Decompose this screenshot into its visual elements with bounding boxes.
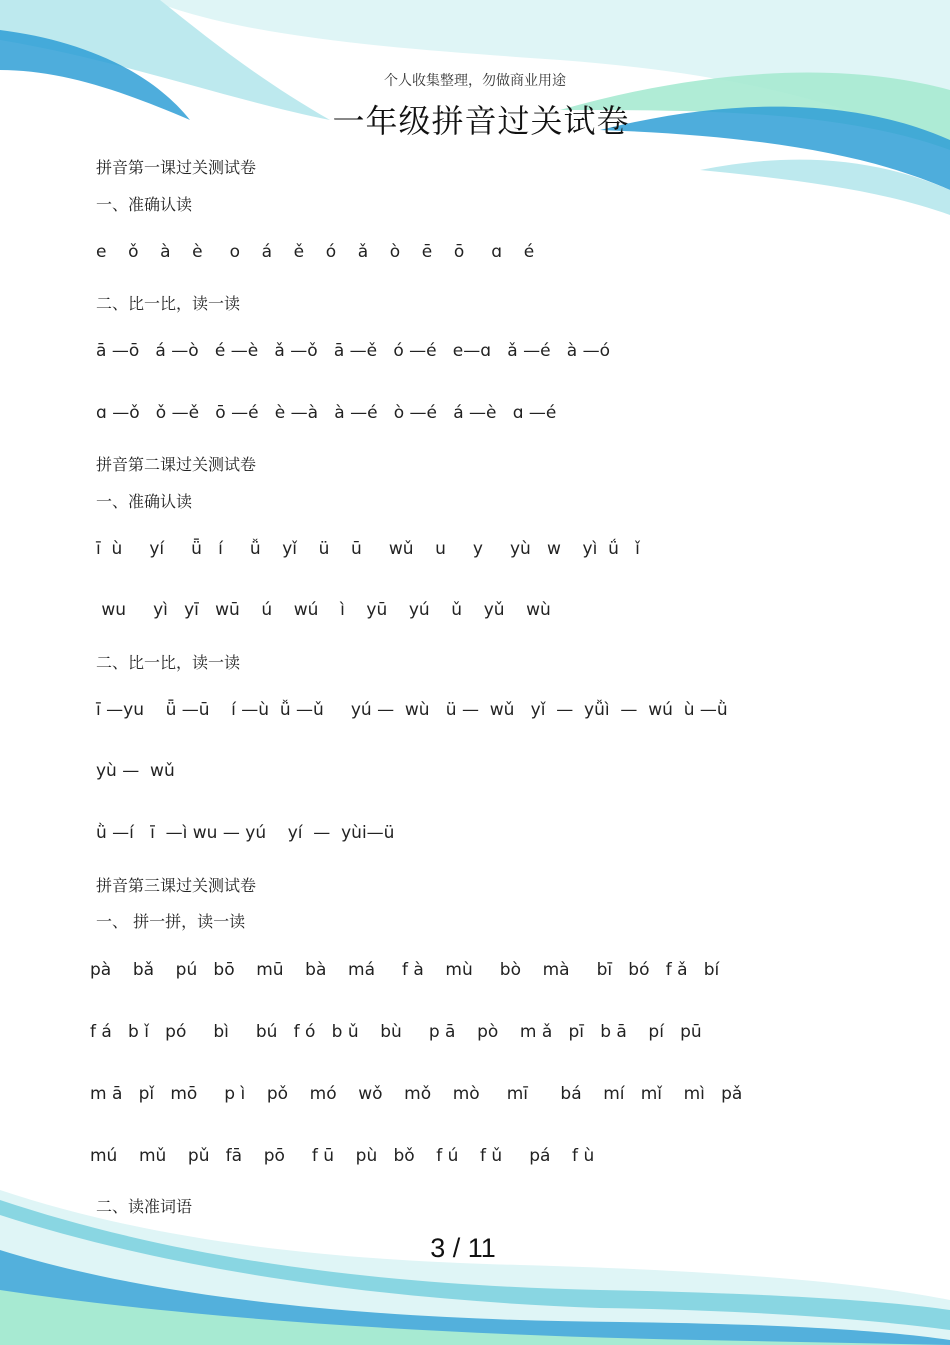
lesson3-part1-title: 一、 拼一拼，读一读 [96,912,246,931]
lesson1-part1-row: e ǒ à è o á ě ó ǎ ò ē ō ɑ é [96,242,535,262]
lesson2-part1-title: 一、准确认读 [96,492,193,511]
lesson2-part2-title: 二、比一比，读一读 [96,653,241,672]
lesson2-part2-row: ī —yu ǖ —ū í —ù ǚ —ǔ yú — wù ü — wǔ yǐ — yǚì — wú ù —ǜ [96,700,728,720]
lesson2-part2-row: ǜ —í ī —ì wu — yú yí — yùi—ü [96,823,395,843]
lesson2-heading: 拼音第二课过关测试卷 [96,455,257,474]
lesson2-part1-row: ī ù yí ǖ í ǚ yǐ ü ū wǔ u y yù w yì ǘ ǐ [96,539,640,559]
lesson1-heading: 拼音第一课过关测试卷 [96,158,257,177]
lesson1-part1-title: 一、准确认读 [96,195,193,214]
lesson3-part1-row: f á b ǐ pó bì bú f ó b ǔ bù p ā pò m ǎ pī b ā pí pū [90,1022,702,1042]
lesson3-part1-row: m ā pǐ mō p ì pǒ mó wǒ mǒ mò mī bá mí mǐ mì pǎ [90,1084,743,1104]
page-number: 3 / 11 [430,1233,496,1263]
lesson1-part2-row: ā —ō á —ò é —è ǎ —ǒ ā —ě ó —é e—ɑ ǎ —é à —ó [96,341,610,361]
lesson2-part2-row: yù — wǔ [96,761,175,781]
lesson2-part1-row: wu yì yī wū ú wú ì yū yú ǔ yǔ wù [96,600,551,620]
lesson1-part2-row: ɑ —ǒ ǒ —ě ō —é è —à à —é ò —é á —è ɑ —é [96,403,557,423]
lesson3-part1-row: pà bǎ pú bō mū bà má f à mù bò mà bī bó f ǎ bí [90,960,720,980]
lesson1-part2-title: 二、比一比，读一读 [96,294,241,313]
lesson3-part1-row: mú mǔ pǔ fā pō f ū pù bǒ f ú f ǔ pá f ù [90,1146,595,1166]
watermark-text: 个人收集整理，勿做商业用途 [384,73,566,89]
page-title: 一年级拼音过关试卷 [332,102,630,140]
lesson3-part2-title: 二、读准词语 [96,1197,193,1216]
lesson3-heading: 拼音第三课过关测试卷 [96,876,257,895]
